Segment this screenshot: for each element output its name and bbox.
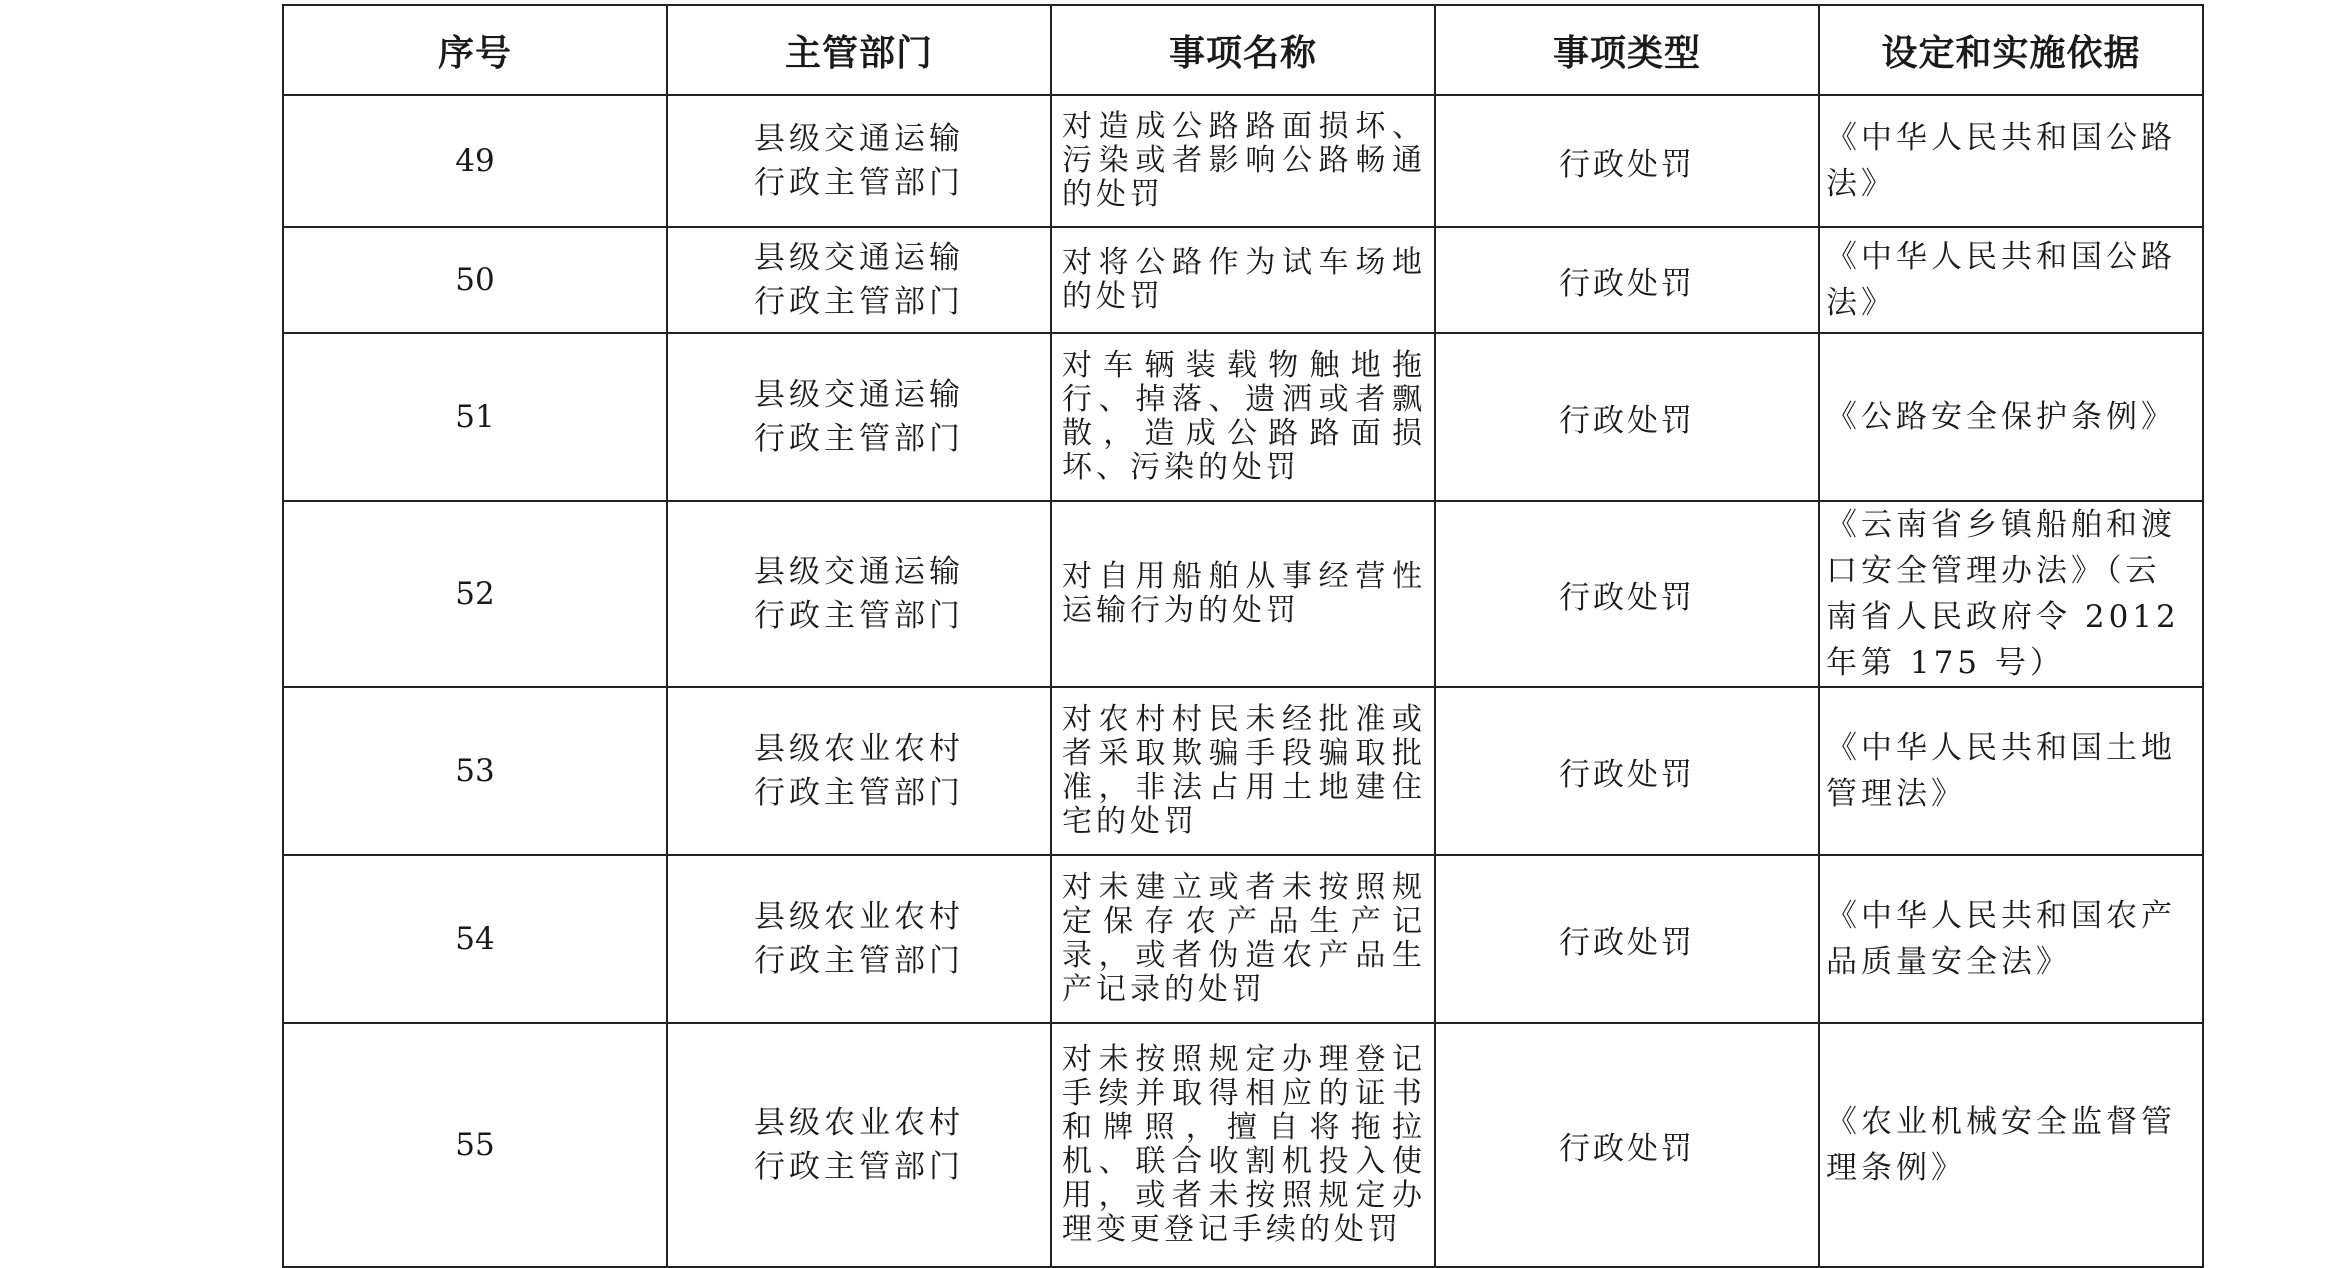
- header-serial-no: 序号: [283, 5, 667, 95]
- cell-legal-basis: 《中华人民共和国土地管理法》: [1819, 687, 2203, 855]
- department-line: 行政主管部门: [754, 943, 964, 979]
- department-line: 行政主管部门: [754, 1149, 964, 1185]
- cell-legal-basis: 《农业机械安全监督管理条例》: [1819, 1023, 2203, 1267]
- cell-serial-no: 51: [283, 333, 667, 501]
- header-item-type: 事项类型: [1435, 5, 1819, 95]
- department-line: 县级交通运输: [754, 240, 964, 276]
- table-row: [283, 333, 2203, 501]
- cell-legal-basis: 《中华人民共和国公路法》: [1819, 95, 2203, 227]
- cell-serial-no: 50: [283, 227, 667, 333]
- cell-serial-no: 53: [283, 687, 667, 855]
- department-line: 县级交通运输: [754, 554, 964, 590]
- cell-item-type: 行政处罚: [1435, 95, 1819, 227]
- table-header-row: [283, 5, 2203, 95]
- header-item-name: 事项名称: [1051, 5, 1435, 95]
- cell-item-name: 对造成公路路面损坏、污染或者影响公路畅通的处罚: [1051, 95, 1435, 227]
- cell-item-type: 行政处罚: [1435, 501, 1819, 687]
- cell-item-name: 对车辆装载物触地拖行、掉落、遗洒或者飘散，造成公路路面损坏、污染的处罚: [1051, 333, 1435, 501]
- cell-item-name: 对自用船舶从事经营性运输行为的处罚: [1051, 501, 1435, 687]
- department-line: 县级农业农村: [754, 1105, 964, 1141]
- cell-item-name: 对农村村民未经批准或者采取欺骗手段骗取批准，非法占用土地建住宅的处罚: [1051, 687, 1435, 855]
- department-line: 行政主管部门: [754, 598, 964, 634]
- department-line: 行政主管部门: [754, 421, 964, 457]
- cell-item-type: 行政处罚: [1435, 333, 1819, 501]
- table-row: [283, 95, 2203, 227]
- department-line: 行政主管部门: [754, 284, 964, 320]
- cell-department: [667, 855, 1051, 1023]
- table-row: [283, 227, 2203, 333]
- header-legal-basis: 设定和实施依据: [1819, 5, 2203, 95]
- table-row: [283, 687, 2203, 855]
- cell-department: [667, 333, 1051, 501]
- table-row: [283, 501, 2203, 687]
- cell-department: [667, 227, 1051, 333]
- department-line: 县级农业农村: [754, 899, 964, 935]
- cell-item-name: 对将公路作为试车场地的处罚: [1051, 227, 1435, 333]
- cell-department: [667, 687, 1051, 855]
- cell-item-name: 对未建立或者未按照规定保存农产品生产记录，或者伪造农产品生产记录的处罚: [1051, 855, 1435, 1023]
- department-line: 县级农业农村: [754, 731, 964, 767]
- cell-item-type: 行政处罚: [1435, 855, 1819, 1023]
- cell-item-name: 对未按照规定办理登记手续并取得相应的证书和牌照，擅自将拖拉机、联合收割机投入使用，或者未按照规定办理变更登记手续的处罚: [1051, 1023, 1435, 1267]
- header-department: 主管部门: [667, 5, 1051, 95]
- department-line: 县级交通运输: [754, 121, 964, 157]
- cell-item-type: 行政处罚: [1435, 227, 1819, 333]
- administrative-penalty-table: [282, 4, 2204, 1268]
- cell-serial-no: 49: [283, 95, 667, 227]
- cell-serial-no: 54: [283, 855, 667, 1023]
- table-row: [283, 1023, 2203, 1267]
- cell-item-type: 行政处罚: [1435, 1023, 1819, 1267]
- cell-serial-no: 52: [283, 501, 667, 687]
- cell-serial-no: 55: [283, 1023, 667, 1267]
- cell-department: [667, 1023, 1051, 1267]
- cell-legal-basis: 《中华人民共和国农产品质量安全法》: [1819, 855, 2203, 1023]
- cell-legal-basis: 《中华人民共和国公路法》: [1819, 227, 2203, 333]
- department-line: 行政主管部门: [754, 775, 964, 811]
- cell-item-type: 行政处罚: [1435, 687, 1819, 855]
- department-line: 行政主管部门: [754, 165, 964, 201]
- cell-department: [667, 95, 1051, 227]
- cell-department: [667, 501, 1051, 687]
- cell-legal-basis: 《云南省乡镇船舶和渡口安全管理办法》（云南省人民政府令 2012 年第 175 号）: [1819, 501, 2203, 687]
- table-row: [283, 855, 2203, 1023]
- department-line: 县级交通运输: [754, 377, 964, 413]
- cell-legal-basis: 《公路安全保护条例》: [1819, 333, 2203, 501]
